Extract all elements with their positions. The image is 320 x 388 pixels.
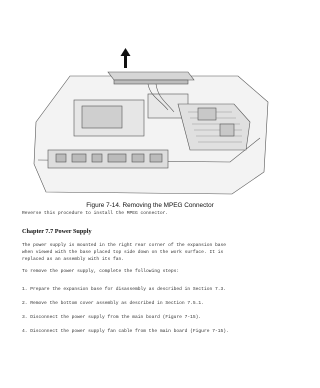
intro-line: when viewed with the base placed top side down on the work surface. It is bbox=[22, 250, 224, 255]
chapter-heading: Chapter 7.7 Power Supply bbox=[22, 228, 92, 235]
step-item: 2. Remove the bottom cover assembly as described in Section 7.5.1. bbox=[22, 301, 204, 306]
remove-intro: To remove the power supply, complete the following steps: bbox=[22, 269, 180, 274]
figure-caption: Figure 7-14. Removing the MPEG Connector bbox=[86, 202, 214, 209]
expansion-base-illustration bbox=[28, 40, 276, 200]
step-item: 4. Disconnect the power supply fan cable from the main board (Figure 7-15). bbox=[22, 329, 229, 334]
step-item: 3. Disconnect the power supply from the main board (Figure 7-15). bbox=[22, 315, 202, 320]
intro-line: replaced as an assembly with its fan. bbox=[22, 257, 124, 262]
step-item: 1. Prepare the expansion base for disassembly as described in Section 7.3. bbox=[22, 287, 226, 292]
reverse-note: Reverse this procedure to install the MPEG connector. bbox=[22, 211, 169, 216]
mpeg-connector-figure bbox=[28, 40, 276, 200]
intro-line: The power supply is mounted in the right rear corner of the expansion base bbox=[22, 243, 226, 248]
